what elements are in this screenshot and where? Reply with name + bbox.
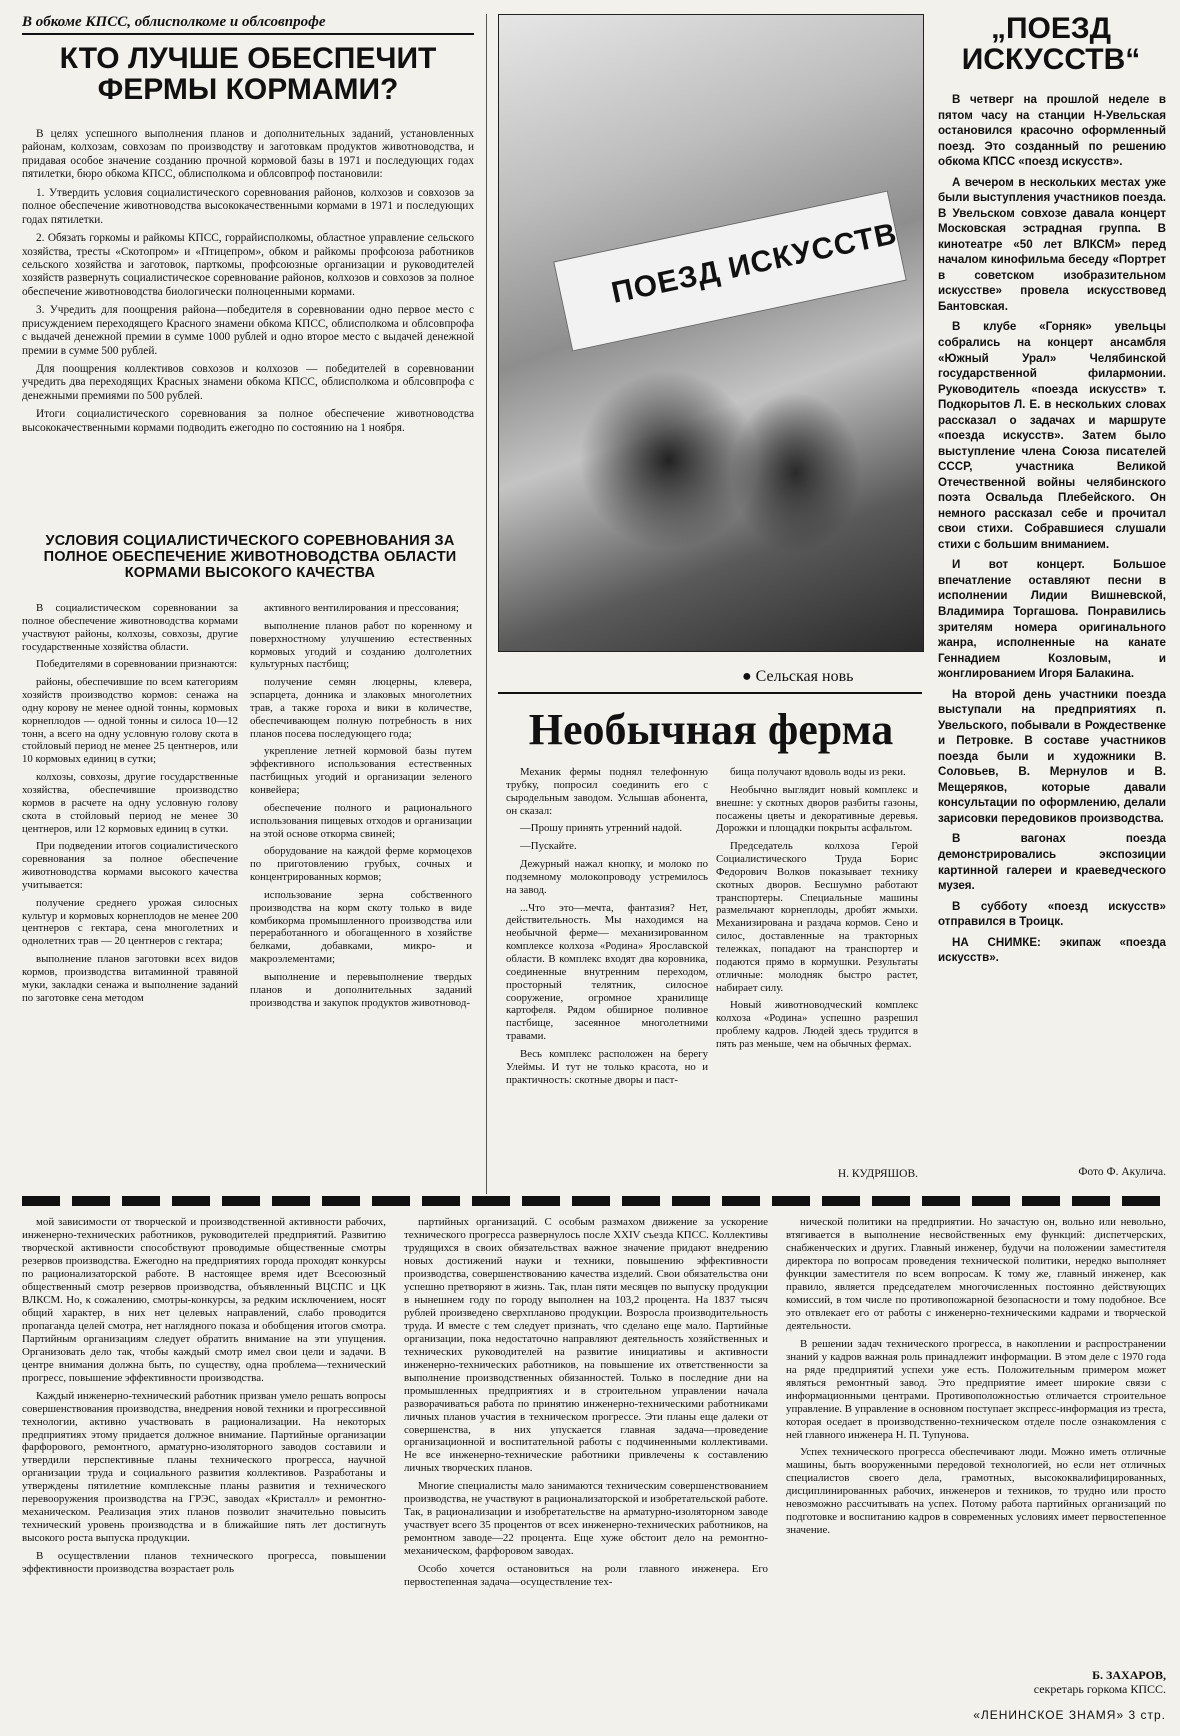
rubric-bar [498,664,922,694]
farm-paragraph: Новый животноводческий комплекс колхоза «Родина» успешно разрешил проблему кадров. Людей здесь трудится в пять раз меньше, чем на обычных фермах. [716,999,918,1050]
conditions-paragraph: оборудование на каждой ферме кормоцехов по приготовлению грубых, сочных и концентрированных кормов; [250,845,472,884]
progress-paragraph: Многие специалисты мало занимаются техническим совершенствованием производства, не участвуют в рационализаторской и изобретательской работе. Так, в рационализации и изобретательстве на арматурно-изоляторном заводе участвует всего 35 процентов от всех инженерно-технических работников, на ремонтном заводе—22 процента. Еще хуже обстоит дело на ремонтно-механическом, фарфоровом заводах. [404,1480,768,1558]
conditions-paragraph: получение среднего урожая силосных культур и кормовых корнеплодов не менее 200 центнеров с гектара, сена многолетних и однолетних трав — 20 центнеров с гектара; [22,896,238,948]
train-paragraph: А вечером в нескольких местах уже были выступления участников поезда. В Увельском совхозе давала концерт Московская эстрадная группа. В кинотеатре «50 лет ВЛКСМ» перед началом кинофильма беседу «Портрет в советском изобразительном искусстве» провела искусствовед Бантовская. [938,175,1166,313]
section-separator [22,1196,1166,1206]
rubric-label: ● Сельская новь [742,668,854,685]
signature-name: Б. ЗАХАРОВ, [1092,1668,1166,1682]
progress-column-3 [786,1216,1166,1542]
conditions-paragraph: активного вентилирования и прессования; [264,602,459,614]
progress-paragraph: партийных организаций. С особым размахом движение за ускорение технического прогресса развернулось после XXIV съезда КПСС. Коллективы трудящихся в своих обязательствах важное значение придают внедрению новых достижений науки и техники, повышению эффективности производства, совершенствованию качества изделий. Свои обязательства они успешно претворяют в жизнь. Так, план пяти месяцев по выпуску продукции в нынешнем году по городу выполнен на 103,2 процента. На 1837 тысяч рублей произведено сверхпланово продукции. Возросла производительность труда. И вместе с тем следует признать, что сделано еще мало. Партийные организации, пока недостаточно направляют деятельность хозяйственных и технических руководителей на развитие инициативы и активности инженерно-технических работников, на повышение их ответственности за выполнение производственных обязанностей. Только в последние дни на промышленных предприятиях и в строительном управлении начала разворачиваться работа по принятию инженерно-техническими работниками личных планов участия в техническом прогрессе. Эти планы еще далеки от совершенства, в них упускается главная задача—проведение организационной и воспитательной работы с подчиненными коллективами. Не все инженерно-технические работники привлечены к составлению личных творческих планов. [404,1216,768,1475]
article-headline-farm: Необычная ферма [528,705,894,754]
train-paragraph: В субботу «поезд искусств» отправился в Троицк. [938,899,1166,929]
farm-column-left [506,766,708,1091]
farm-paragraph: Необычно выглядит новый комплекс и внешне: у скотных дворов разбиты газоны, посажены цветы и декоративные деревья. Дорожки и площадки покрыты асфальтом. [716,783,918,835]
conditions-paragraph: В социалистическом соревновании за полное обеспечение животноводства кормами участвуют районы, колхозы, совхозы, другие государственные хозяйства области. [22,602,238,653]
conditions-paragraph: выполнение планов работ по коренному и поверхностному улучшению естественных кормовых угодий и созданию долголетних культурных пастбищ; [250,619,472,671]
article-kicker: В обкоме КПСС, облисполкоме и облсовпрофе [22,14,474,35]
progress-paragraph: Каждый инженерно-технический работник призван умело решать вопросы совершенствования производства, внедрения новой техники и прогрессивной технологии, активно участвовать в рационализации. На некоторых предприятиях этому придается должное внимание. Партийные организации фарфорового, ремонтного, арматурно-изоляторного заводов составили и утвердили перспективные планы технического прогресса, научной организации труда и социального развития коллективов. Разработаны и утверждены пятилетние комплексные планы развития и технического перевооружения производства на ГРЭС, заводах «Кристалл» и ремонтно-механическом. Реализация этих планов позволит значительно повысить технический уровень производства и в ближайшие пять лет достигнуть высокого роста выпуска продукции. [22,1389,386,1545]
conditions-paragraph: укрепление летней кормовой базы путем эффективного использования естественных пастбищных угодий и организации зеленого конвейера; [250,745,472,796]
progress-paragraph: мой зависимости от творческой и производственной активности рабочих, инженерно-технических работников, руководителей предприятий. Развитию творческой активности способствуют проводимые общественные смотры резервов производства. Ежегодно на предприятиях города проходят конкурсы по рационализаторской работе. В настоящее время идет Всесоюзный общественный смотр резервов производства, объявленный ВЦСПС и ЦК ВЛКСМ. Но, к сожалению, смотры-конкурсы, за редким исключением, носят общий характер, в них нет целевых направлений, слабо проводится пропаганда целей смотра, нет наглядного показа и обобщения итогов смотра. Партийным организациям следует обратить внимание на эти упущения. Организовать дело так, чтобы каждый смотр имел свои цели и задачи. В центре внимания должна быть, по существу, одна проблема—технический прогресс, повышение эффективности производства. [22,1216,386,1384]
progress-paragraph: В решении задач технического прогресса, в накоплении и распространении знаний у кадров важная роль принадлежит информации. В этом деле с 1970 года на ряде предприятий успехи уже есть. Положительным примером может являться ремонтный завод. Это предприятие имеет широкие связи с информационными центрами. Противоположностью отличается строительное управление. В управление в основном поступает экспресс-информация из треста, которая оседает в производственно-техническом отделе после ознакомления с ней главного инженера Н. П. Тупунова. [786,1337,1166,1441]
decree-paragraph: 1. Утвердить условия социалистического соревнования районов, колхозов и совхозов за полное обеспечение животноводства высококачественными кормами в 1971 и последующих годах пятилетки. [22,186,474,226]
author-signature [900,1668,1166,1697]
conditions-paragraph: использование зерна собственного производства на корм скоту только в виде комбикорма промышленного производства или переработанного и обогащенного в хозяйстве белками, добавками, микро- и макроэлементами; [250,888,472,966]
column-divider [486,14,487,1194]
train-paragraph: НА СНИМКЕ: экипаж «поезда искусств». [938,935,1166,965]
farm-paragraph: Весь комплекс расположен на берегу Улеймы. И тут не только красота, но и практичность: скотные дворы и паст- [506,1047,708,1086]
train-paragraph: И вот концерт. Большое впечатление оставляют песни в исполнении Лидии Вишневской, Владимира Торгашова. Понравились зрителям номера оригинального жанра, исполненные на канате Геннадием Козловым, и жонглированием Игоря Балакина. [938,558,1166,681]
conditions-paragraph: выполнение планов заготовки всех видов кормов, производства витаминной травяной муки, закладки сенажа и выполнение заданий по заготовке сена методом [22,953,238,1004]
conditions-column-right [250,602,472,1014]
farm-column-right [716,766,918,1056]
decree-text [22,128,474,440]
decree-paragraph: В целях успешного выполнения планов и дополнительных заданий, установленных районам, колхозам, совхозам по производству и заготовкам продуктов животноводства, и придавая особое значение созданию прочной кормовой базы в 1971 и последующих годах пятилетки, бюро обкома КПСС, облисполкома и облсовпроф постановили: [22,128,474,181]
signature-title: секретарь горкома КПСС. [1033,1682,1166,1697]
train-paragraph: В клубе «Горняк» увельцы собрались на концерт ансамбля «Южный Урал» Челябинской государственной филармонии. Руководитель «поезда искусств» т. Подкорытов Л. Е. в нескольких словах рассказал о задачах и маршруте «поезда искусств». Затем было выступление члена Союза писателей СССР, участника Великой Отечественной войны челябинского поэта Освальда Плебейского. Он немного рассказал себе и прочитал свои стихи. Собравшиеся слушали стихи с большим вниманием. [938,320,1166,551]
conditions-paragraph: Победителями в соревновании признаются: [36,658,238,671]
conditions-paragraph: При подведении итогов социалистического соревнования за полное обеспечение животноводства кормами высокого качества учитывается: [22,840,238,891]
decree-paragraph: Итоги социалистического соревнования за полное обеспечение животноводства высококачественными кормами подводить ежегодно по состоянию на 1 ноября. [22,408,474,434]
conditions-paragraph: обеспечение полного и рационального использования пищевых отходов и организации на этой основе откорма свиней; [250,801,472,840]
article-headline-train: „ПОЕЗД ИСКУССТВ“ [961,12,1141,76]
photo-credit: Фото Ф. Акулича. [1078,1166,1166,1178]
photo-banner-text: ПОЕЗД ИСКУССТВ [608,217,901,310]
farm-paragraph: —Прошу принять утренний надой. [520,822,683,835]
conditions-column-left [22,602,238,1009]
train-paragraph: На второй день участники поезда выступали на предприятиях п. Увельского, побывали в Рождественке и Петровке. В составе участников поезда были и художники В. Соловьев, В. Мернулов и В. Мещеряков, которые давали консультации по оформлению, делали зарисовки передовиков производства. [938,687,1166,825]
train-article-text [938,92,1166,971]
progress-paragraph: нической политики на предприятии. Но зачастую он, вольно или невольно, втягивается в выполнение несвойственных ему функций: диспетчерских, снабженческих и других. Главный инженер, будучи на положении заместителя директора по вопросам проведения технической политики, нередко выполняет функции заместителя по всем вопросам. К тому же, главный инженер, как правило, является председателем многочисленных постоянно действующих комиссий, в том числе по противопожарной безопасности и тому подобное. Все это отвлекает его от работы с инженерно-техническими кадрами и творческой деятельности. [786,1216,1166,1332]
conditions-paragraph: районы, обеспечившие по всем категориям хозяйств производство кормов: сенажа на одну корову не менее одной тонны, кормовых корнеплодов — одной тонны и силоса 10—12 тонн, а всего на одну условную голову скота в стойловый период не менее 25 центнеров, или 10 кормовых единиц в сутки; [22,676,238,766]
farm-paragraph: —Пускайте. [520,840,577,853]
article-headline-feed: КТО ЛУЧШЕ ОБЕСПЕЧИТ ФЕРМЫ КОРМАМИ? [59,42,437,106]
conditions-paragraph: колхозы, совхозы, другие государственные хозяйства, обеспечившие производство кормов в расчете на одну условную голову скота в стойловый период не менее 30 центнеров, или 12 кормовых единиц в сутки. [22,771,238,835]
progress-paragraph: Особо хочется остановиться на роли главного инженера. Его первостепенная задача—осуществление тех- [404,1563,768,1589]
decree-paragraph: 3. Учредить для поощрения района—победителя в соревновании одно первое место с присуждением переходящего Красного знамени обкома КПСС, облисполкома и облсовпрофа с выдачей денежной премии в сумме 1000 рублей и одно второе место с выдачей денежной премии в сумме 500 рублей. [22,304,474,357]
farm-paragraph: Председатель колхоза Герой Социалистического Труда Борис Федорович Волков показывает технику скотных дворов. Бесшумно работают транспортеры. Специальные машины размельчают корнеплоды, дробят жмыхи. Механизирована и раздача кормов. Сено и силос, доставленные на тракторных тележках, попадают на транспортер и подаются прямо в кормушки. Результаты отличные: молодняк быстро растет, набирает силу. [716,840,918,994]
progress-column-1 [22,1216,386,1581]
farm-paragraph: ...Что это—мечта, фантазия? Нет, действительность. Мы находимся на необычной ферме— механизированном комплексе колхоза «Родина» Ярославской области. В комплекс входят два коровника, соединенные внутренним переходом, просторный телятник, силосное сооружение, огромное хранилище картофеля. Рядом обширное поливное пастбище, засеянное многолетними травами. [506,901,708,1043]
progress-paragraph: Успех технического прогресса обеспечивают люди. Можно иметь отличные машины, быть вооруженными передовой технологией, но если нет отличных специалистов своего дела, грамотных, высококвалифицированных, дисциплинированных рабочих, инженеров и техников, то трудно или просто невозможно рассчитывать на успех. Потому работа партийных организаций по подготовке и воспитанию кадров в современных условиях имеет первостепенное значение. [786,1446,1166,1537]
farm-author: Н. КУДРЯШОВ. [837,1168,918,1180]
train-paragraph: В четверг на прошлой неделе в пятом часу на станции Н-Увельская остановился красочно оформленный поезд. Это созданный по решению обкома КПСС «поезд искусств». [938,93,1166,169]
train-paragraph: В вагонах поезда демонстрировались экспозиции картинной галереи и краеведческого музея. [938,832,1166,893]
decree-paragraph: Для поощрения коллективов совхозов и колхозов — победителей в соревновании учредить два переходящих Красных знамени обкома КПСС, облисполкома и облсовпрофа с денежными премиями по 500 рублей. [22,363,474,402]
conditions-paragraph: получение семян люцерны, клевера, эспарцета, донника и злаковых многолетних трав, а также гороха и вики в количестве, обеспечивающем полную потребность в них планов посева последующего года; [250,676,472,740]
train-photo [498,14,924,652]
progress-column-2 [404,1216,768,1594]
page-footer: «ЛЕНИНСКОЕ ЗНАМЯ» 3 стр. [973,1708,1166,1722]
decree-paragraph: 2. Обязать горкомы и райкомы КПСС, горрайисполкомы, областное управление сельского хозяйства, тресты «Скотопром» и «Птицепром», обком и райкомы профсоюза работников сельского хозяйства и заготовок, парткомы, профсоюзные организации и руководителей хозяйств развернуть социалистическое соревнование районов, колхозов и совхозов за полное обеспечение животноводства биологически полноценными кормами. [22,232,474,298]
farm-paragraph: Механик фермы поднял телефонную трубку, попросил соединить его с сыродельным заводом. Услышав абонента, он сказал: [506,766,708,817]
farm-paragraph: бища получают вдоволь воды из реки. [730,766,906,778]
progress-paragraph: В осуществлении планов технического прогресса, повышении эффективности производства возрастает роль [22,1550,386,1576]
farm-paragraph: Дежурный нажал кнопку, и молоко по подземному молокопроводу устремилось на завод. [506,858,708,896]
conditions-subhead: УСЛОВИЯ СОЦИАЛИСТИЧЕСКОГО СОРЕВНОВАНИЯ ЗА ПОЛНОЕ ОБЕСПЕЧЕНИЕ ЖИВОТНОВОДСТВА ОБЛАСТИ КОРМАМИ ВЫСОКОГО КАЧЕСТВА [43,533,457,581]
conditions-paragraph: выполнение и перевыполнение твердых планов и дополнительных заданий производства и закупок продуктов животновод- [250,970,472,1009]
